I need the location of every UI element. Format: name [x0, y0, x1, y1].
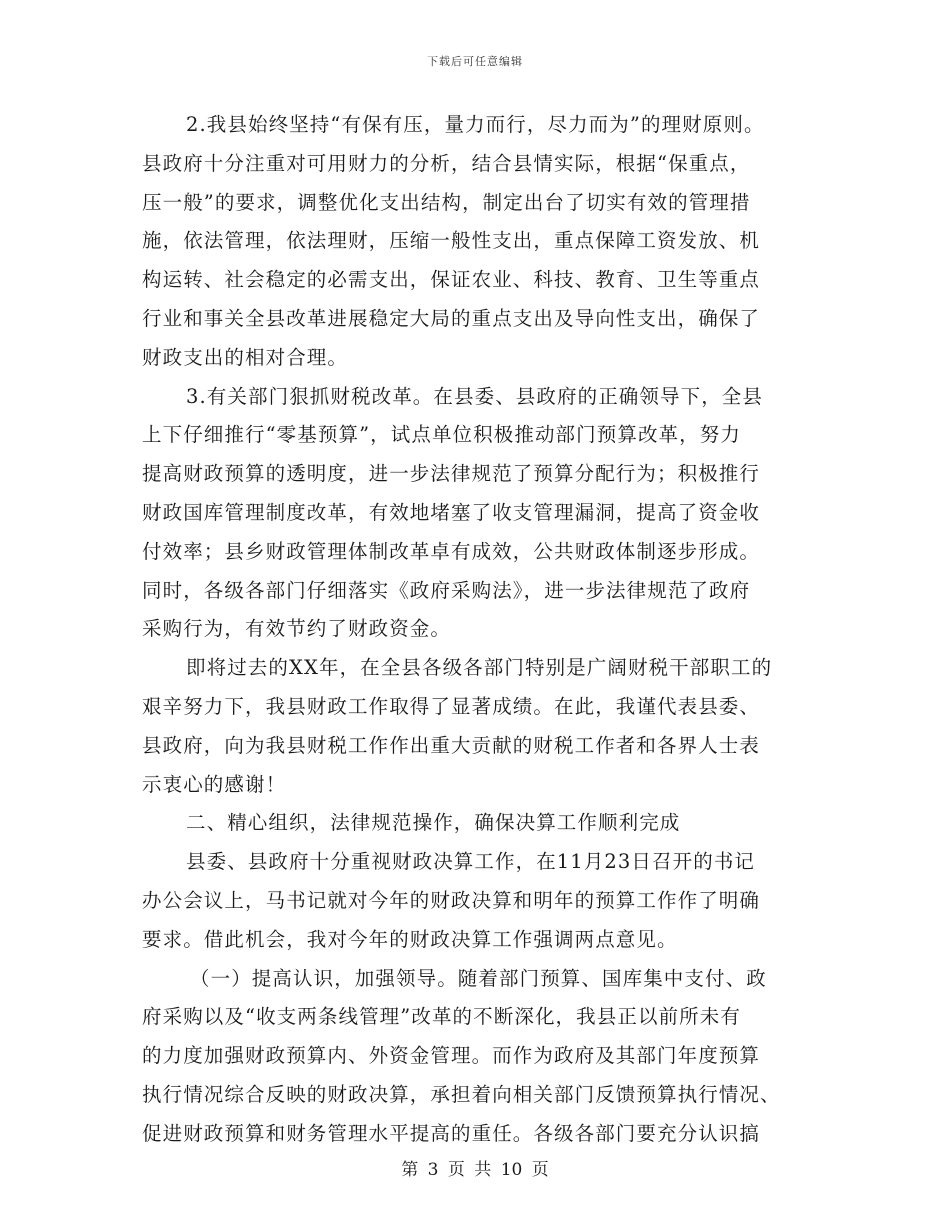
page-header: 下载后可任意编辑: [427, 55, 523, 68]
paragraph-line: 上下仔细推行“零基预算”，试点单位积极推动部门预算改革，努力: [142, 423, 741, 447]
section-heading: 二、精心组织，法律规范操作，确保决算工作顺利完成: [186, 811, 681, 835]
paragraph-line: 财政支出的相对合理。: [142, 345, 349, 369]
paragraph-line: 办公会议上，马书记就对今年的财政决算和明年的预算工作作了明确: [142, 888, 761, 912]
paragraph-line: 压一般”的要求，调整优化支出结构，制定出台了切实有效的管理措: [142, 190, 751, 214]
paragraph-line: 3.有关部门狠抓财税改革。在县委、县政府的正确领导下，全县: [186, 384, 764, 408]
paragraph-line: 财政国库管理制度改革，有效地堵塞了收支管理漏洞，提高了资金收: [142, 500, 761, 524]
paragraph-line: 艰辛努力下，我县财政工作取得了显著成绩。在此，我谨代表县委、: [142, 694, 761, 718]
paragraph-line: 县政府十分注重对可用财力的分析，结合县情实际，根据“保重点，: [142, 151, 751, 175]
paragraph-line: 示衷心的感谢！: [142, 772, 287, 796]
document-body: [142, 106, 802, 1154]
paragraph-line: 县政府，向为我县财税工作作出重大贡献的财税工作者和各界人士表: [142, 733, 761, 757]
paragraph-line: 即将过去的XX年，在全县各级各部门特别是广阔财税干部职工的: [186, 656, 773, 680]
paragraph-line: 付效率；县乡财政管理体制改革卓有成效，公共财政体制逐步形成。: [142, 539, 761, 563]
paragraph-line: 构运转、社会稳定的必需支出，保证农业、科技、教育、卫生等重点: [142, 268, 761, 292]
paragraph-line: 要求。借此机会，我对今年的财政决算工作强调两点意见。: [142, 927, 678, 951]
paragraph-line: 采购行为，有效节约了财政资金。: [142, 617, 452, 641]
paragraph-line: 府采购以及“收支两条线管理”改革的不断深化，我县正以前所未有: [142, 1005, 741, 1029]
paragraph-line: 的力度加强财政预算内、外资金管理。而作为政府及其部门年度预算: [142, 1044, 761, 1068]
paragraph-line: 提高财政预算的透明度，进一步法律规范了预算分配行为；积极推行: [142, 462, 761, 486]
subsection-line: （一）提高认识，加强领导。随着部门预算、国库集中支付、政: [190, 966, 767, 990]
paragraph-line: 促进财政预算和财务管理水平提高的重任。各级各部门要充分认识搞: [142, 1121, 761, 1145]
paragraph-line: 施，依法管理，依法理财，压缩一般性支出，重点保障工资发放、机: [142, 229, 761, 253]
paragraph-line: 2.我县始终坚持“有保有压，量力而行，尽力而为”的理财原则。: [186, 113, 765, 136]
paragraph-line: 县委、县政府十分重视财政决算工作，在11月23日召开的书记: [186, 850, 756, 874]
paragraph-line: 同时，各级各部门仔细落实《政府采购法》，进一步法律规范了政府: [142, 578, 751, 602]
paragraph-line: 执行情况综合反映的财政决算，承担着向相关部门反馈预算执行情况、: [142, 1082, 781, 1106]
page-number: 第 3 页 共 10 页: [401, 1160, 549, 1180]
paragraph-line: 行业和事关全县改革进展稳定大局的重点支出及导向性支出，确保了: [142, 306, 761, 330]
